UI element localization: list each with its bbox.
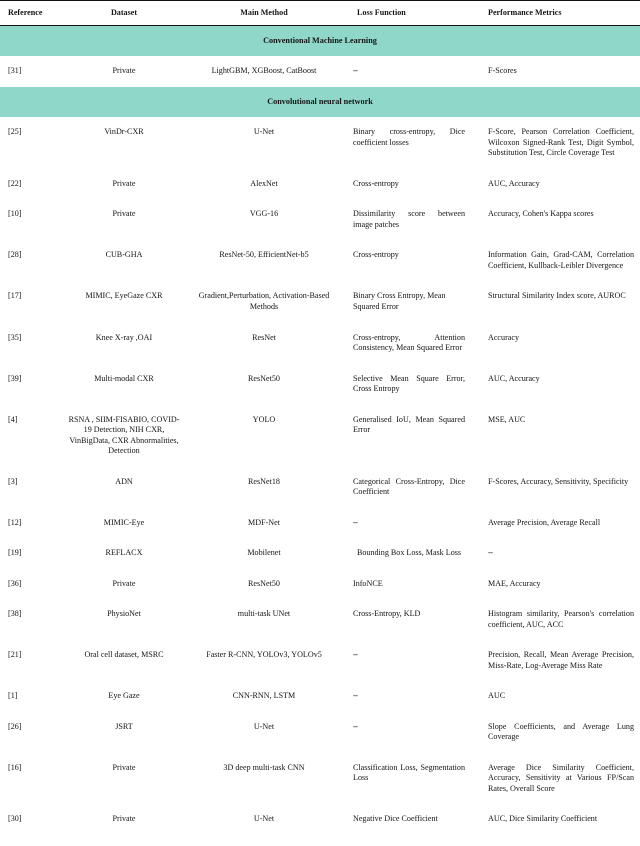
cell-main-method: ResNet18 xyxy=(248,476,280,486)
cell-performance-metrics: Average Dice Similarity Coefficient, Accuracy, Sensitivity at Various FP/Scan Rates, Overall Score xyxy=(488,762,634,793)
table-row xyxy=(0,281,640,322)
cell-dataset: RSNA , SIIM-FISABIO, COVID-19 Detection, NIH CXR, VinBigData, CXR Abnormalities, Detection xyxy=(68,414,180,456)
cell-reference: [12] xyxy=(8,517,22,527)
cell-main-method: MDF-Net xyxy=(248,517,280,527)
table-row xyxy=(0,804,640,835)
cell-loss-function: Cross-entropy, Attention Consistency, Mean Squared Error xyxy=(353,332,465,353)
cell-loss-function: Generalised IoU, Mean Squared Error xyxy=(353,414,465,435)
cell-loss-function: Binary cross-entropy, Dice coefficient losses xyxy=(353,127,465,147)
table-row xyxy=(0,538,640,569)
cell-loss-function: Binary Cross Entropy, Mean Squared Error xyxy=(353,291,446,311)
section-title-convolutional-neural-network: Convolutional neural network xyxy=(0,87,640,118)
cell-dataset: Private xyxy=(112,209,136,219)
cell-dataset: VinDr-CXR xyxy=(104,127,144,137)
cell-performance-metrics: AUC, Accuracy xyxy=(488,178,540,188)
cell-reference: [36] xyxy=(8,578,22,588)
cell-main-method: U-Net xyxy=(253,127,275,137)
table-row xyxy=(0,569,640,600)
cell-loss-function: Classification Loss, Segmentation Loss xyxy=(353,762,465,783)
table-row xyxy=(0,712,640,753)
cell-main-method: AlexNet xyxy=(250,178,278,188)
cell-dataset: PhysioNet xyxy=(107,609,141,619)
cell-reference: [21] xyxy=(8,650,22,660)
table-row xyxy=(0,117,640,169)
cell-reference: [22] xyxy=(8,178,22,188)
cell-dataset: Private xyxy=(112,66,136,76)
cell-reference: [35] xyxy=(8,332,22,342)
table-row xyxy=(0,169,640,200)
cell-dataset: Private xyxy=(112,762,136,772)
cell-dataset: CUB-GHA xyxy=(105,250,143,260)
cell-dataset: Private xyxy=(112,178,136,188)
cell-main-method: ResNet-50, EfficientNet-b5 xyxy=(219,250,309,260)
cell-dataset: MIMIC, EyeGaze CXR xyxy=(85,291,163,301)
cell-main-method: YOLO xyxy=(252,414,276,424)
cell-dataset: ADN xyxy=(115,476,133,486)
cell-loss-function: Negative Dice Coefficient xyxy=(353,814,438,824)
cell-dataset: JSRT xyxy=(115,721,133,731)
column-header-performance-metrics: Performance Metrics xyxy=(474,1,640,26)
cell-loss-function: InfoNCE xyxy=(353,578,383,588)
cell-dataset: Eye Gaze xyxy=(108,691,140,701)
cell-main-method: multi-task UNet xyxy=(237,609,291,619)
cell-loss-function: Selective Mean Square Error, Cross Entropy xyxy=(353,373,465,394)
table-header-row xyxy=(0,1,640,26)
table-row xyxy=(0,753,640,805)
cell-performance-metrics: F-Scores xyxy=(488,66,517,76)
cell-performance-metrics: Slope Coefficients, and Average Lung Coverage xyxy=(488,721,634,742)
cell-main-method: CNN-RNN, LSTM xyxy=(232,691,296,701)
cell-dataset: Oral cell dataset, MSRC xyxy=(84,650,164,660)
table-row xyxy=(0,467,640,508)
cell-main-method: U-Net xyxy=(253,814,275,824)
cell-loss-function: -- xyxy=(353,691,358,701)
cell-reference: [31] xyxy=(8,66,22,76)
table-body xyxy=(0,25,640,835)
cell-loss-function: -- xyxy=(353,517,358,527)
cell-performance-metrics: Accuracy xyxy=(488,332,520,342)
cell-reference: [4] xyxy=(8,414,18,424)
cell-reference: [25] xyxy=(8,127,22,137)
cell-main-method: Gradient,Perturbation, Activation-Based Methods xyxy=(198,291,330,311)
table-row xyxy=(0,681,640,712)
table-row xyxy=(0,599,640,640)
table-row xyxy=(0,364,640,405)
cell-reference: [38] xyxy=(8,609,22,619)
cell-performance-metrics: F-Score, Pearson Correlation Coefficient, Wilcoxon Signed-Rank Test, Digit Symbol, Substitution Test, Circle Coverage Test xyxy=(488,127,634,158)
table-row xyxy=(0,199,640,240)
cell-loss-function: -- xyxy=(353,66,358,76)
section-header-row xyxy=(0,25,640,56)
cell-performance-metrics: MSE, AUC xyxy=(488,414,526,424)
cell-performance-metrics: Accuracy, Cohen's Kappa scores xyxy=(488,209,594,219)
cell-reference: [26] xyxy=(8,721,22,731)
cell-loss-function: Cross-Entropy, KLD xyxy=(353,609,421,619)
cell-performance-metrics: AUC, Accuracy xyxy=(488,373,540,383)
cell-performance-metrics: AUC xyxy=(488,691,506,701)
cell-dataset: Knee X-ray ,OAI xyxy=(95,332,153,342)
cell-main-method: Mobilenet xyxy=(247,548,281,558)
cell-dataset: REFLACX xyxy=(105,548,143,558)
cell-performance-metrics: Histogram similarity, Pearson's correlation coefficient, AUC, ACC xyxy=(488,609,634,629)
column-header-loss-function: Loss Function xyxy=(344,1,474,26)
table-header xyxy=(0,1,640,26)
cell-loss-function: -- xyxy=(353,721,358,731)
cell-reference: [39] xyxy=(8,373,22,383)
cell-main-method: Faster R-CNN, YOLOv3, YOLOv5 xyxy=(206,650,322,660)
cell-main-method: ResNet50 xyxy=(248,373,280,383)
cell-loss-function: Categorical Cross-Entropy, Dice Coefficient xyxy=(353,476,465,497)
cell-main-method: LightGBM, XGBoost, CatBoost xyxy=(211,66,317,76)
cell-main-method: ResNet50 xyxy=(248,578,280,588)
section-title-conventional-machine-learning: Conventional Machine Learning xyxy=(0,25,640,56)
cell-performance-metrics: Average Precision, Average Recall xyxy=(488,517,601,527)
cell-loss-function: -- xyxy=(353,650,358,660)
section-header-row xyxy=(0,87,640,118)
table-row xyxy=(0,56,640,87)
cell-loss-function: Cross-entropy xyxy=(353,178,399,188)
cell-main-method: ResNet xyxy=(252,332,276,342)
cell-performance-metrics: Information Gain, Grad-CAM, Correlation Coefficient, Kullback-Leibler Divergence xyxy=(488,250,634,270)
cell-main-method: U-Net xyxy=(253,721,275,731)
cell-dataset: MIMIC-Eye xyxy=(103,517,145,527)
cell-performance-metrics: -- xyxy=(488,548,493,558)
table-row xyxy=(0,240,640,281)
cell-main-method: VGG-16 xyxy=(249,209,279,219)
column-header-main-method: Main Method xyxy=(184,1,344,26)
cell-loss-function: Bounding Box Loss, Mask Loss xyxy=(356,548,462,558)
cell-loss-function: Dissimilarity score between image patches xyxy=(353,209,465,229)
cell-reference: [19] xyxy=(8,548,22,558)
cell-reference: [1] xyxy=(8,691,18,701)
cell-performance-metrics: MAE, Accuracy xyxy=(488,578,541,588)
cell-performance-metrics: Structural Similarity Index score, AUROC xyxy=(488,291,626,301)
cell-dataset: Private xyxy=(112,578,136,588)
cell-main-method: 3D deep multi-task CNN xyxy=(223,762,305,772)
cell-reference: [17] xyxy=(8,291,22,301)
cell-reference: [16] xyxy=(8,762,22,772)
cell-performance-metrics: AUC, Dice Similarity Coefficient xyxy=(488,814,598,824)
cell-reference: [28] xyxy=(8,250,22,260)
table-row xyxy=(0,405,640,467)
cell-performance-metrics: F-Scores, Accuracy, Sensitivity, Specificity xyxy=(488,476,629,486)
table-row xyxy=(0,640,640,681)
cell-performance-metrics: Precision, Recall, Mean Average Precision, Miss-Rate, Log-Average Miss Rate xyxy=(488,650,634,670)
cell-dataset: Private xyxy=(112,814,136,824)
table-row xyxy=(0,508,640,539)
cell-dataset: Multi-modal CXR xyxy=(94,373,154,383)
column-header-dataset: Dataset xyxy=(64,1,184,26)
cell-reference: [30] xyxy=(8,814,22,824)
cell-loss-function: Cross-entropy xyxy=(353,250,399,260)
column-header-reference: Reference xyxy=(0,1,64,26)
table-row xyxy=(0,323,640,364)
cell-reference: [3] xyxy=(8,476,18,486)
cell-reference: [10] xyxy=(8,209,22,219)
